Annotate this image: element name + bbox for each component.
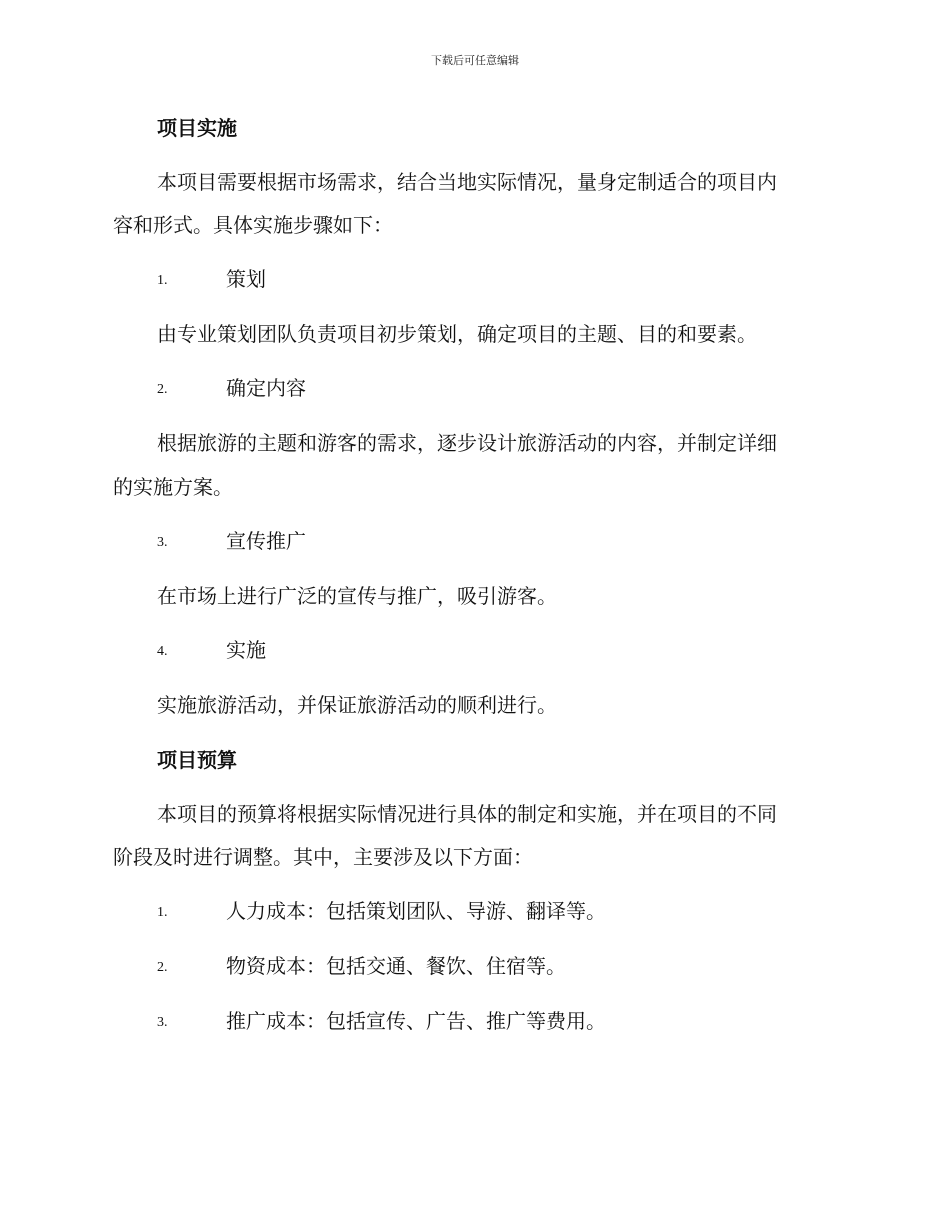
step-description: 在市场上进行广泛的宣传与推广，吸引游客。	[157, 584, 557, 608]
step-description: 由专业策划团队负责项目初步策划，确定项目的主题、目的和要素。	[157, 322, 757, 346]
budget-item-text: 推广成本：包括宣传、广告、推广等费用。	[226, 1009, 606, 1033]
section-heading-budget: 项目预算	[157, 748, 237, 772]
step-description: 实施旅游活动，并保证旅游活动的顺利进行。	[157, 693, 557, 717]
step-number: 4.	[157, 644, 168, 659]
step-title: 宣传推广	[226, 529, 306, 553]
budget-item-number: 1.	[157, 905, 168, 920]
budget-item-text: 物资成本：包括交通、餐饮、住宿等。	[226, 954, 566, 978]
paragraph-intro-line1: 本项目需要根据市场需求，结合当地实际情况，量身定制适合的项目内	[157, 170, 777, 194]
step-number: 2.	[157, 382, 168, 397]
page-header: 下载后可任意编辑	[431, 54, 519, 67]
step-number: 1.	[157, 273, 168, 288]
paragraph-budget-line1: 本项目的预算将根据实际情况进行具体的制定和实施，并在项目的不同	[157, 802, 777, 826]
budget-item-text: 人力成本：包括策划团队、导游、翻译等。	[226, 899, 606, 923]
budget-item-number: 3.	[157, 1015, 168, 1030]
section-heading-implementation: 项目实施	[157, 116, 237, 140]
step-title: 实施	[226, 638, 266, 662]
step-number: 3.	[157, 535, 168, 550]
paragraph-intro-line2: 容和形式。具体实施步骤如下：	[113, 213, 393, 237]
step-title: 策划	[226, 267, 266, 291]
step-title: 确定内容	[226, 376, 306, 400]
budget-item-number: 2.	[157, 960, 168, 975]
step-description-line2: 的实施方案。	[113, 475, 233, 499]
step-description-line1: 根据旅游的主题和游客的需求，逐步设计旅游活动的内容，并制定详细	[157, 431, 777, 455]
paragraph-budget-line2: 阶段及时进行调整。其中，主要涉及以下方面：	[113, 845, 533, 869]
